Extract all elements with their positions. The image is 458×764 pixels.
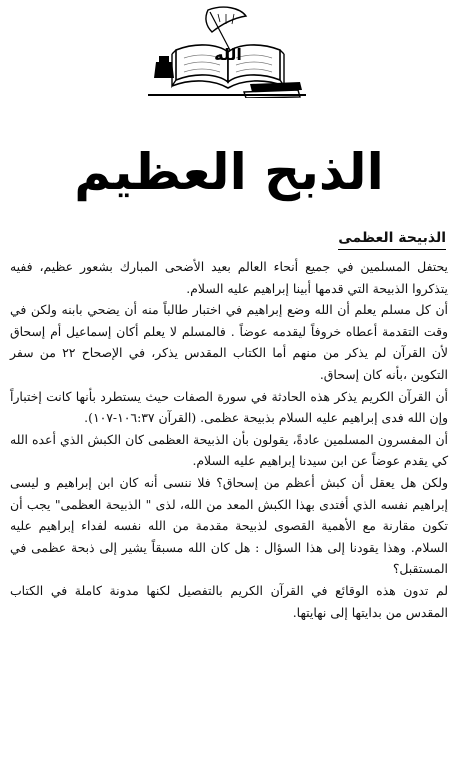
- paragraph: أن كل مسلم يعلم أن الله وضع إبراهيم في اختبار طالباً منه أن يضحي بابنه ولكن في وقت التقدمة أعطاه خروفاً ليقدمه عوضاً . فالمسلم لا يعلم أكان إسماعيل أم إسحاق لأن القرآن لم يذكر من منهم أما الكتاب المقدس يذكر، في الإصحاح ٢٢ من سفر التكوين ،بأنه كان إسحاق.: [10, 302, 448, 382]
- body-text: [10, 256, 448, 623]
- section-heading: الذبيحة العظمى: [338, 228, 446, 250]
- book-calligraphy: [192, 38, 264, 68]
- paragraph: أن المفسرون المسلمين عادةً، يقولون بأن الذبيحة العظمى كان الكبش الذي أعده الله كي يقدم عوضاً عن ابن سيدنا إبراهيم عليه السلام.: [10, 431, 448, 469]
- svg-text:الله: الله: [214, 45, 242, 64]
- page-title: الذبح العظيم: [74, 143, 384, 201]
- paragraph: لم تدون هذه الوقائع في القرآن الكريم بالتفصيل لكنها مدونة كاملة في الكتاب المقدس من بدايتها إلى نهايتها.: [10, 582, 448, 620]
- paragraph: أن القرآن الكريم يذكر هذه الحادثة في سورة الصفات حيث يستطرد بأنها كانت إختباراً وإن الله فدى إبراهيم عليه السلام بذبيحة عظمى. (القرآن ١٠٦:٣٧-١٠٧).: [10, 388, 448, 426]
- paragraph: يحتفل المسلمين في جميع أنحاء العالم بعيد الأضحى المبارك بشعور عظيم، ففيه يتذكروا الذبيحة التي قدمها أبينا إبراهيم عليه السلام.: [10, 259, 448, 296]
- paragraph: ولكن هل يعقل أن كبش أعظم من إسحاق؟ فلا ننسى أنه كان ابن إبراهيم و ليسى إبراهيم نفسه الذي أفتدى بهذا الكبش المعد من الله، لذى " الذبيحة العظمى" يجب أن تكون مقارنة مع الأهمية القصوى لذبيحة مقدمة من الله نفسه لفداء إبراهيم عليه السلام. وهذا يقودنا إلى هذا السؤال : هل كان الله مسبقاً يشير إلى ذبحة عظمى في المستقبل؟: [10, 474, 448, 577]
